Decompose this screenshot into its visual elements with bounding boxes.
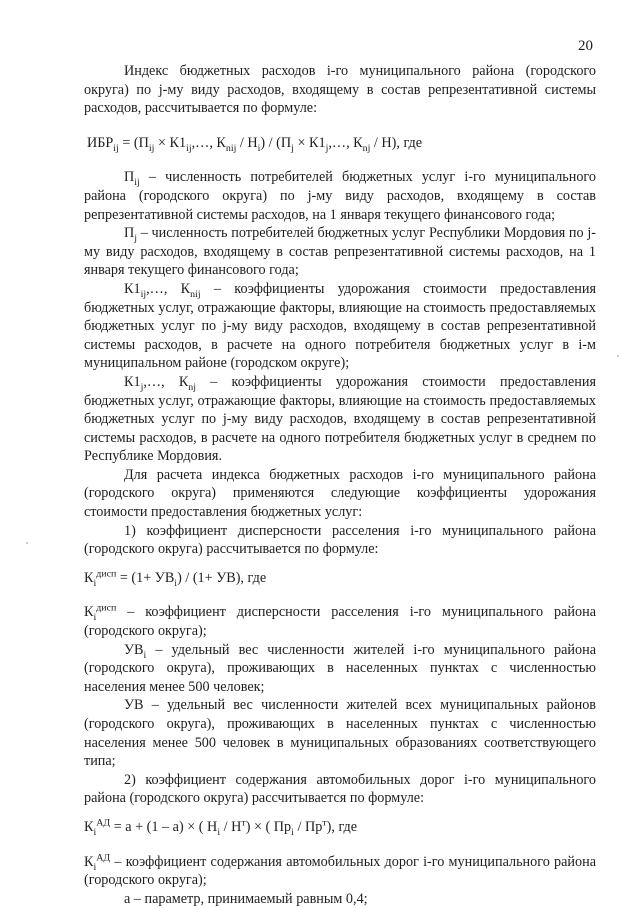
formula-roads: $К_i^{АД} = a + (1 - a)$ × ( $Н_i / Н^т$) × ( $Пр_i / Пр^т$), где: [84, 817, 358, 838]
scan-speck: [26, 542, 28, 544]
definition-k-j: $К1_j,\dots$, $К_{nj}$ – коэффициенты удорожания стоимости предоставления бюджетных услуг, отражающие факторы, влияющие на стоимость предоставляемых бюджетных услуг по j-му виду расходов, входящему в состав репрезентативной системы расходов, в расчете на одного потребителя бюджетных услуг в среднем по Республике Мордовия.: [84, 373, 597, 465]
definition-pij: $П_{ij}$ – численность потребителей бюджетных услуг i-го муниципального района (городского округа) по j-му виду расходов, входящему в состав репрезентативной системы расходов, на 1 января текущего финансового года;: [84, 169, 596, 223]
definition-k-ad: $К_i^{АД}$ – коэффициент содержания автомобильных дорог i-го муниципального района (городского округа);: [84, 851, 596, 889]
paragraph-intro: Индекс бюджетных расходов i-го муниципального района (городского округа) по j-му виду расходов, входящему в состав репрезентативной системы расходов, рассчитывается по формуле:: [84, 63, 596, 117]
paragraph-coefficients: Для расчета индекса бюджетных расходов i-го муниципального района (городского округа) применяются следующие коэффициенты удорожания стоимости предоставления бюджетных услуг:: [84, 466, 596, 521]
paragraph-roads: 2) коэффициент содержания автомобильных дорог i-го муниципального района (городского округа) рассчитывается по формуле:: [84, 771, 596, 807]
formula-ibr: $ИБР_{ij} = (П_{ij}$ × $К1_{ij},\dots$, $К_{nij} / Н_i) / (П_j$ × $К1_j,\dots$, $К_{nj} / Н$), где: [87, 134, 423, 154]
definition-a: а – параметр, принимаемый равным 0,4;: [124, 890, 368, 907]
definition-pj: $П_j$ – численность потребителей бюджетных услуг Республики Мордовия по j-му виду расходов, входящему в состав репрезентативной системы расходов, на 1 января текущего финансового года;: [84, 225, 596, 279]
scan-speck: [617, 355, 619, 357]
paragraph-dispersion: 1) коэффициент дисперсности расселения i-го муниципального района (городского округа) рассчитывается по формуле:: [84, 522, 596, 558]
definition-k-ij: $К1_{ij},\dots$, $К_{nij}$ – коэффициенты удорожания стоимости предоставления бюджетных услуг, отражающие факторы, влияющие на стоимость предоставляемых бюджетных услуг по j-му виду расходов, входящему в состав репрезентативной системы расходов, в расчете на одного потребителя бюджетных услуг в i-м муниципальном районе (городском округе);: [84, 280, 597, 372]
formula-dispersion: $К_i^{дисп} = (1+ УВ_i) / (1+ УВ)$, где: [84, 568, 267, 589]
document-body: [84, 62, 596, 908]
definition-uvi: $УВ_i$ – удельный вес численности жителей i-го муниципального района (городского округа), проживающих в населенных пунктах с численностью населения менее 500 человек;: [84, 641, 596, 695]
page-number: 20: [578, 38, 593, 54]
definition-uv: УВ – удельный вес численности жителей всех муниципальных районов (городского округа), проживающих в населенных пунктах с численностью населения менее 500 человек в муниципальных образованиях соответствующего типа;: [84, 697, 596, 770]
definition-k-disp: $К_i^{дисп}$ – коэффициент дисперсности расселения i-го муниципального района (городского округа);: [84, 602, 596, 640]
